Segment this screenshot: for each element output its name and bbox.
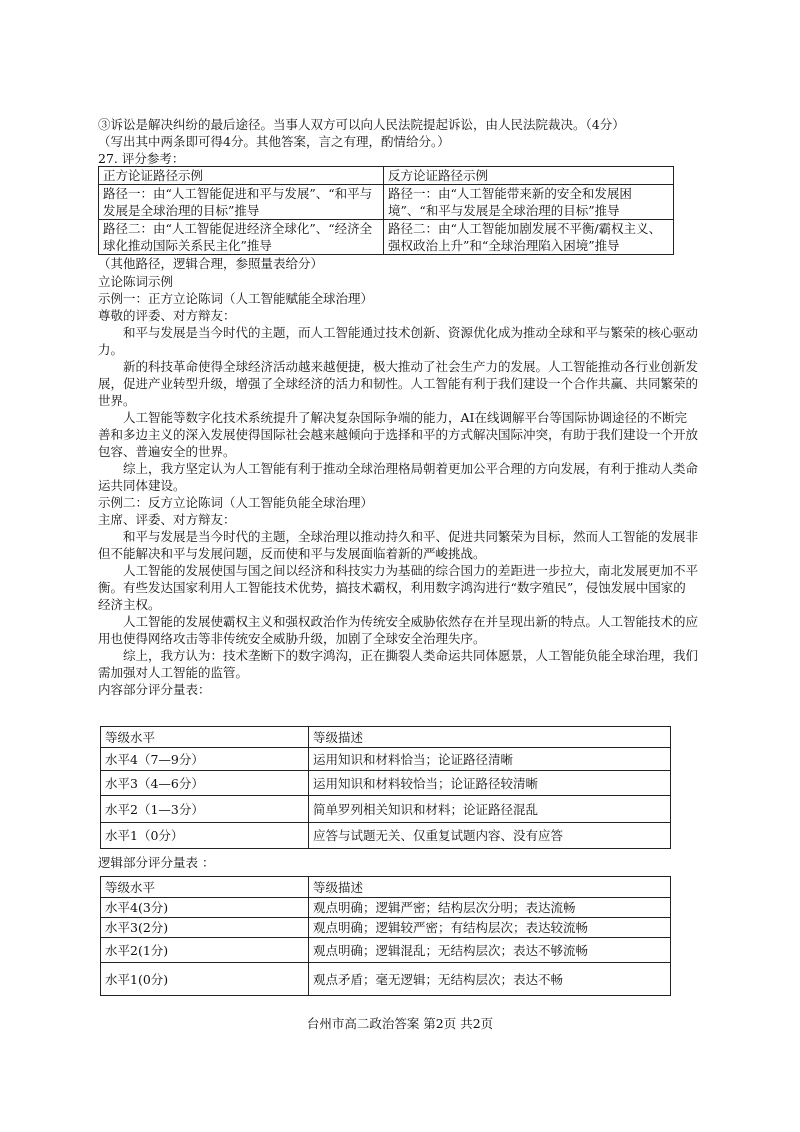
- table-cell: 水平1（0分）: [101, 823, 309, 849]
- table-row: [101, 823, 671, 849]
- header-cell: 等级描述: [309, 727, 671, 748]
- table-header-row: [101, 877, 671, 898]
- paragraph: 人工智能的发展使霸权主义和强权政治作为传统安全威胁依然存在并呈现出新的特点。人工智能技术的应用也使得网络攻击等非传统安全威胁升级，加剧了全球安全治理失序。: [98, 614, 699, 646]
- paragraph: 新的科技革命使得全球经济活动越来越便捷，极大推动了社会生产力的发展。人工智能推动各行业创新发展，促进产业转型升级，增强了全球经济的活力和韧性。人工智能有利于我们建设一个合作共赢、共同繁荣的世界。: [98, 359, 699, 408]
- content-score-table: [100, 726, 671, 849]
- page-footer: 台州市高二政治答案 第2页 共2页: [306, 1016, 494, 1031]
- answer-point-3: ③诉讼是解决纠纷的最后途径。当事人双方可以向人民法院提起诉讼，由人民法院裁决。（4分）: [98, 117, 625, 132]
- argument-path-section: [98, 166, 698, 272]
- logic-table-title: 逻辑部分评分量表 ：: [98, 855, 215, 870]
- table-row: [101, 963, 671, 996]
- logic-score-table: [100, 876, 671, 996]
- paragraph: 人工智能等数字化技术系统提升了解决复杂国际争端的能力，AI在线调解平台等国际协调途径的不断完善和多边主义的深入发展使得国际社会越来越倾向于选择和平的方式解决国际冲突，有助于我们建设一个开放包容、普遍安全的世界。: [98, 410, 699, 459]
- table-cell: 水平2（1—3分）: [101, 796, 309, 823]
- header-cell: 等级水平: [101, 727, 309, 748]
- header-cell: 等级描述: [309, 877, 671, 898]
- table-cell: 路径一：由“人工智能促进和平与发展”、“和平与发展是全球治理的目标”推导: [99, 185, 384, 220]
- paragraph: 人工智能的发展使国与国之间以经济和科技实力为基础的综合国力的差距进一步拉大，南北发展更加不平衡。有些发达国家利用人工智能技术优势，搞技术霸权，利用数字鸿沟进行“数字殖民”，侵蚀发展中国家的经济主权。: [98, 563, 699, 612]
- table-cell: 观点明确；逻辑混乱；无结构层次；表达不够流畅: [309, 938, 671, 963]
- table-cell: 路径二：由“人工智能促进经济全球化”、“经济全球化推动国际关系民主化”推导: [99, 220, 384, 255]
- table-cell: 运用知识和材料恰当；论证路径清晰: [309, 748, 671, 771]
- table-row: [101, 748, 671, 771]
- paragraph: 综上，我方坚定认为人工智能有利于推动全球治理格局朝着更加公平合理的方向发展，有利于推动人类命运共同体建设。: [98, 461, 699, 493]
- table-row: [101, 796, 671, 823]
- table-cell: 简单罗列相关知识和材料；论证路径混乱: [309, 796, 671, 823]
- table-cell: 路径一：由“人工智能带来新的安全和发展困境”、“和平与发展是全球治理的目标”推导: [384, 185, 674, 220]
- table-row: [101, 918, 671, 938]
- paragraph: 综上，我方认为：技术垄断下的数字鸿沟，正在撕裂人类命运共同体愿景，人工智能负能全球治理，我们需加强对人工智能的监管。: [98, 648, 699, 680]
- header-cell: 正方论证路径示例: [99, 167, 384, 185]
- intro-section: [98, 116, 698, 167]
- table-cell: 路径二：由“人工智能加剧发展不平衡/霸权主义、强权政治上升”和“全球治理陷入困境”推导: [384, 220, 674, 255]
- table-cell: 观点矛盾；毫无逻辑；无结构层次；表达不畅: [309, 963, 671, 996]
- table-cell: 水平2(1分): [101, 938, 309, 963]
- table-cell: 观点明确；逻辑较严密；有结构层次；表达较流畅: [309, 918, 671, 938]
- table-cell: 观点明确；逻辑严密；结构层次分明；表达流畅: [309, 898, 671, 918]
- header-cell: 反方论证路径示例: [384, 167, 674, 185]
- content-table-title: 内容部分评分量表：: [98, 682, 211, 697]
- table-cell: 运用知识和材料较恰当；论证路径较清晰: [309, 771, 671, 796]
- table-row: [101, 938, 671, 963]
- question-27-title: 27. 评分参考：: [98, 151, 185, 166]
- scoring-note: （写出其中两条即可得4分。其他答案，言之有理，酌情给分。）: [98, 134, 450, 149]
- header-cell: 等级水平: [101, 877, 309, 898]
- logic-score-section: [98, 876, 698, 996]
- path-note: （其他路径，逻辑合理，参照量表给分）: [98, 256, 324, 271]
- table-row: [99, 185, 674, 220]
- paragraph: 和平与发展是当今时代的主题，全球治理以推动持久和平、促进共同繁荣为目标，然而人工智能的发展非但不能解决和平与发展问题，反而使和平与发展面临着新的严峻挑战。: [98, 529, 699, 561]
- table-row: [101, 898, 671, 918]
- content-score-section: [98, 726, 698, 849]
- speech-section: [98, 273, 698, 698]
- table-cell: 水平4(3分): [101, 898, 309, 918]
- table-cell: 水平1(0分): [101, 963, 309, 996]
- table-row: [99, 220, 674, 255]
- speech-title: 立论陈词示例: [98, 274, 174, 289]
- table-header-row: [99, 167, 674, 185]
- example-1-heading: 示例一：正方立论陈词（人工智能赋能全球治理）: [98, 291, 374, 306]
- table-header-row: [101, 727, 671, 748]
- table-cell: 水平3（4—6分）: [101, 771, 309, 796]
- argument-path-table: [98, 166, 674, 255]
- table-cell: 水平3(2分): [101, 918, 309, 938]
- paragraph: 和平与发展是当今时代的主题，而人工智能通过技术创新、资源优化成为推动全球和平与繁荣的核心驱动力。: [98, 325, 699, 357]
- table-cell: 水平4（7—9分）: [101, 748, 309, 771]
- logic-title-section: [98, 854, 698, 871]
- table-row: [101, 771, 671, 796]
- table-cell: 应答与试题无关、仅重复试题内容、没有应答: [309, 823, 671, 849]
- example-2-greeting: 主席、评委、对方辩友：: [98, 512, 236, 527]
- example-1-greeting: 尊敬的评委、对方辩友：: [98, 308, 236, 323]
- example-2-heading: 示例二：反方立论陈词（人工智能负能全球治理）: [98, 495, 374, 510]
